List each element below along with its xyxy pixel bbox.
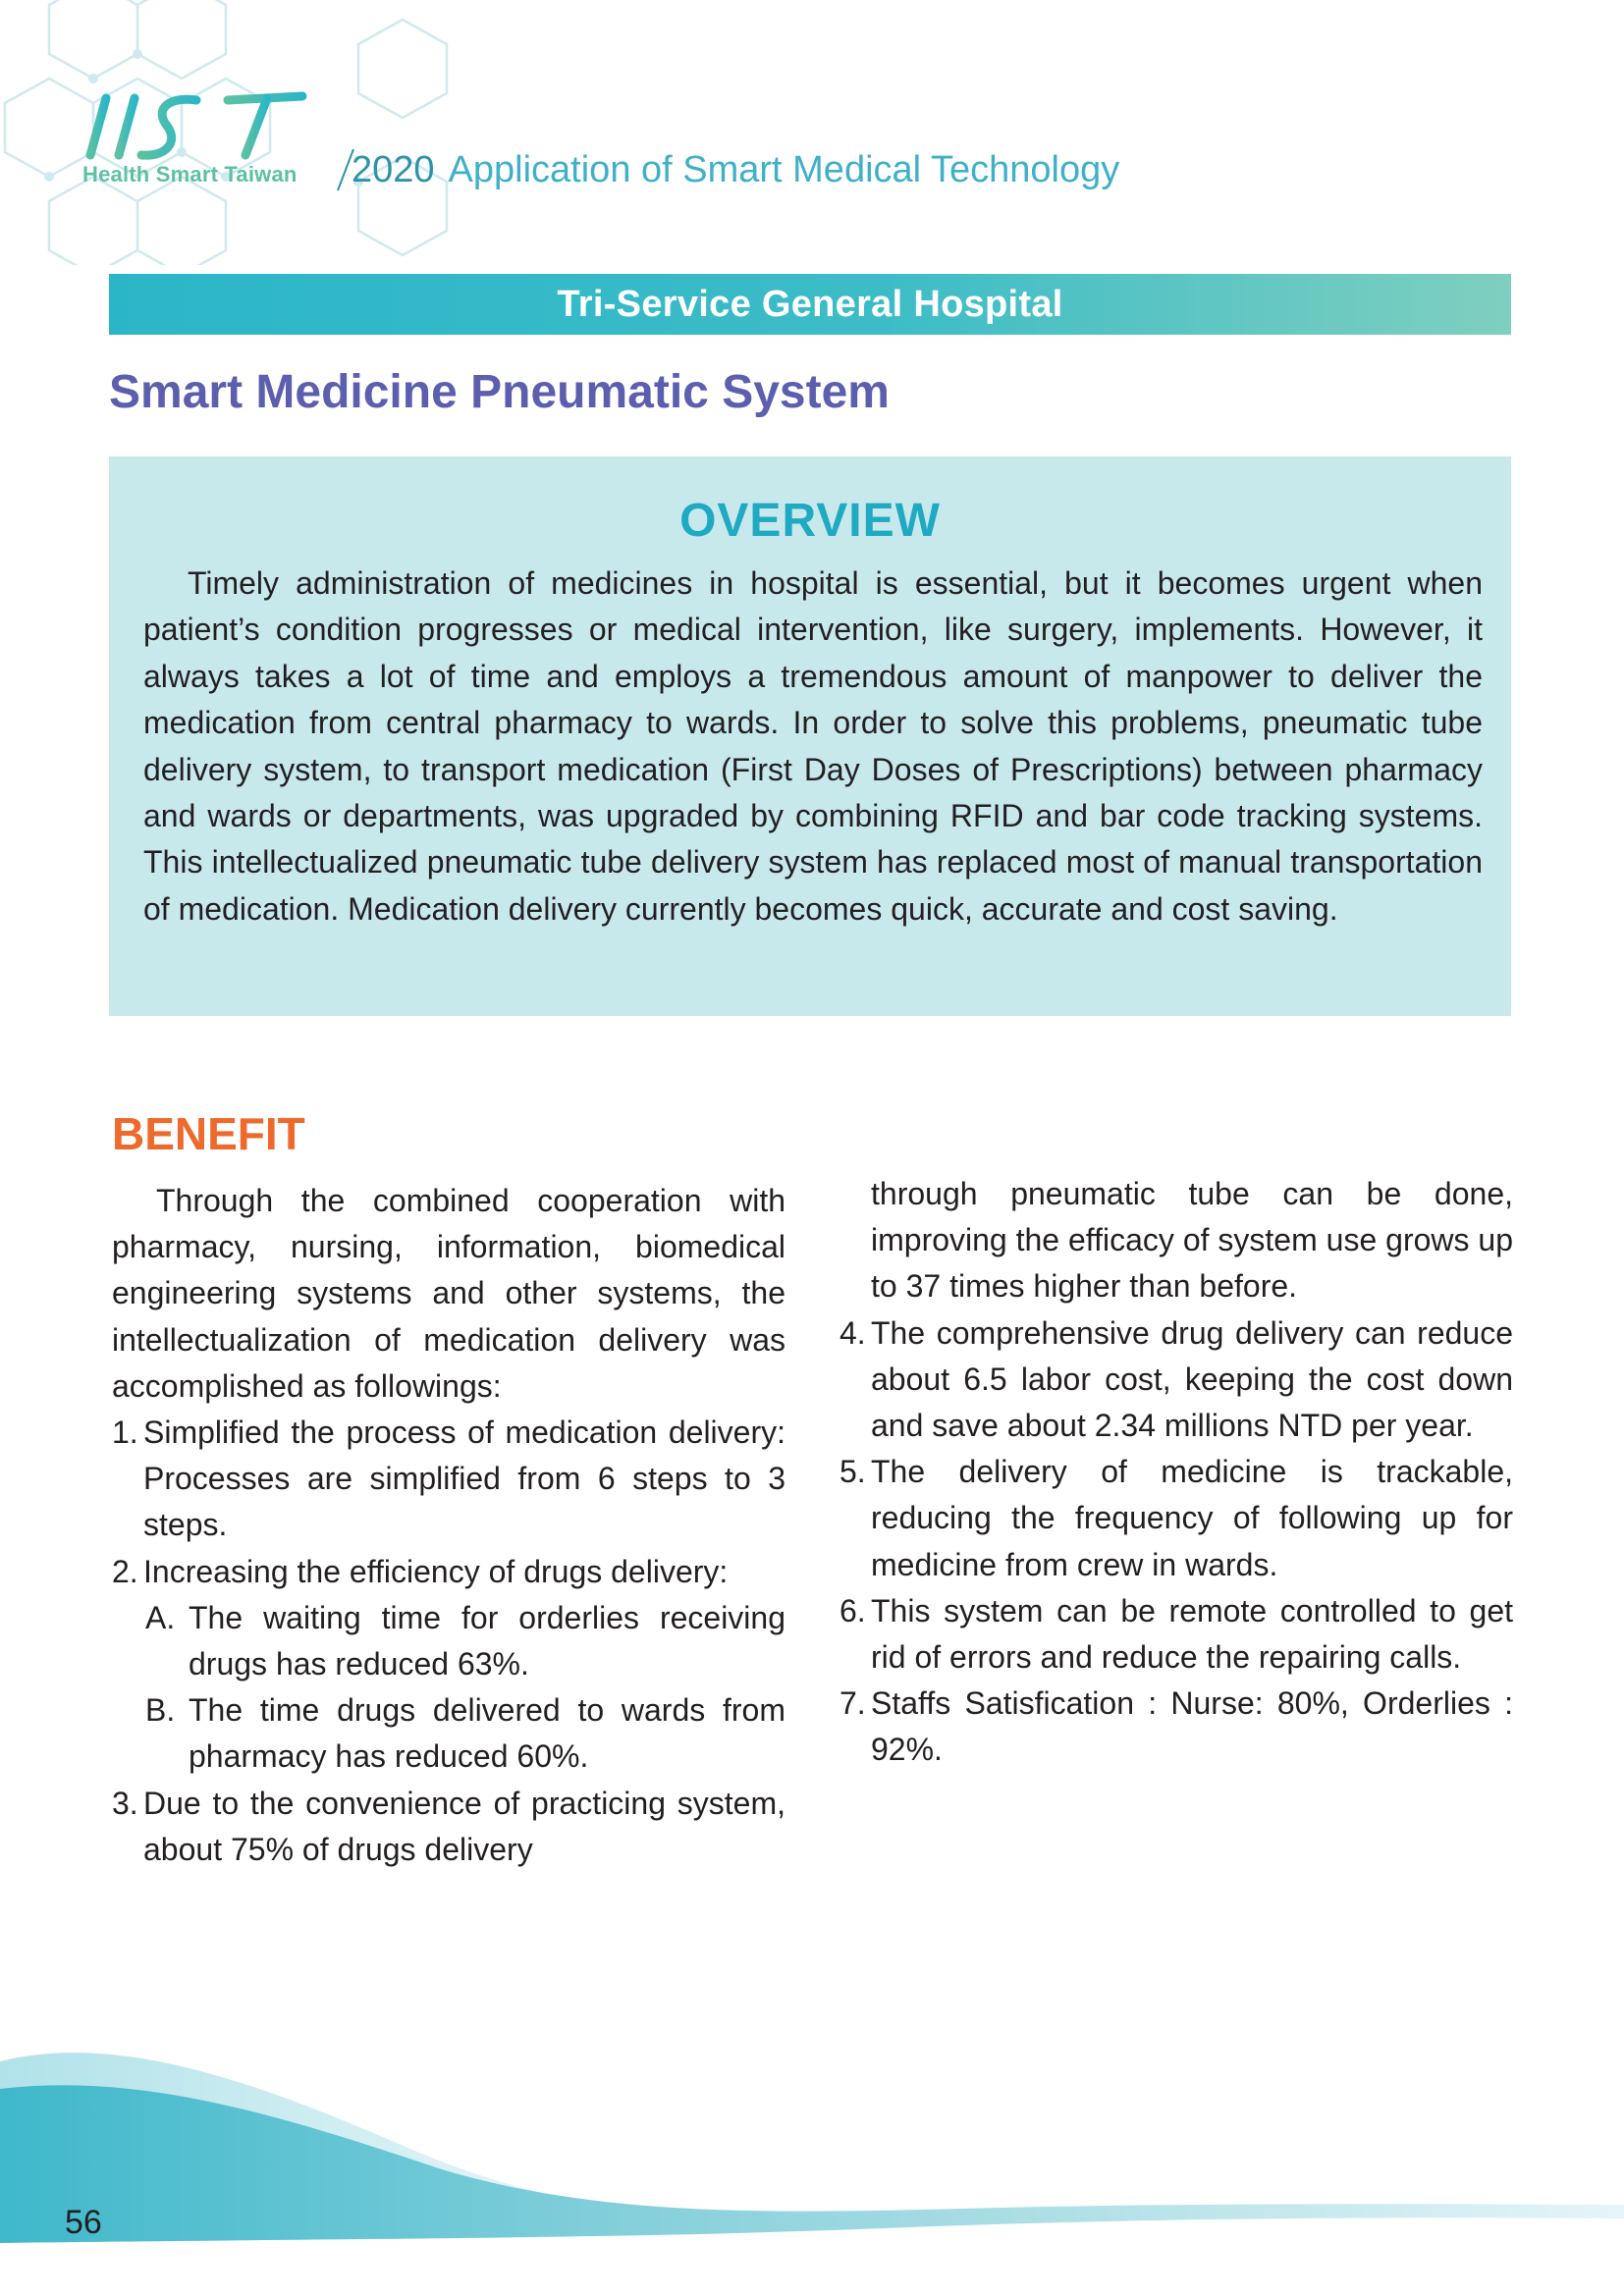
overview-text: Timely administration of medicines in hospital is essential, but it becomes urgent when patient’s condition progresses or medical intervention, like surgery, implements. However, it always takes a lot of time and employs a tremendous amount of manpower to deliver the medication from central pharmacy to wards. In order to solve this problems, pneumatic tube delivery system, to transport medication (First Day Doses of Prescriptions) between pharmacy and wards or departments, was upgraded by combining RFID and bar code tracking systems. This intellectualized pneumatic tube delivery system has replaced most of manual transportation of medication. Medication delivery currently becomes quick, accurate and cost saving. [143, 565, 1483, 927]
benefit-subitem-b [112, 1687, 785, 1780]
item-number: 3. [112, 1785, 138, 1821]
subitem-text: The time drugs delivered to wards from pharmacy has reduced 60%. [189, 1692, 785, 1775]
benefit-column-left [112, 1178, 785, 1873]
item-text: Increasing the efficiency of drugs delivery: [143, 1553, 729, 1589]
item-text: Simplified the process of medication delivery: Processes are simplified from 6 steps to 3 steps. [143, 1415, 785, 1543]
benefit-item-7 [839, 1681, 1513, 1773]
header-title: Application of Smart Medical Technology [448, 149, 1120, 190]
item-text: The delivery of medicine is trackable, reducing the frequency of following up for medicine from crew in wards. [871, 1454, 1513, 1582]
item-text: The comprehensive drug delivery can reduce about 6.5 labor cost, keeping the cost down and save about 2.34 millions NTD per year. [871, 1314, 1513, 1444]
overview-heading: OVERVIEW [679, 495, 941, 547]
benefit-intro: Through the combined cooperation with pharmacy, nursing, information, biomedical engineering systems and other systems, the intellectualization of medication delivery was accomplished as followings: [112, 1183, 785, 1404]
subitem-text: The waiting time for orderlies receiving drugs has reduced 63%. [189, 1599, 785, 1682]
item-number: 2. [112, 1553, 138, 1589]
logo-subtitle: Health Smart Taiwan [82, 162, 298, 187]
benefit-heading: BENEFIT [112, 1108, 305, 1159]
item-text: This system can be remote controlled to get rid of errors and reduce the repairing calls. [871, 1592, 1513, 1676]
benefit-column-right [839, 1171, 1513, 1774]
item-number: 4. [839, 1314, 866, 1351]
item-text: Staffs Satisfication : Nurse: 80%, Orderlies : 92%. [871, 1685, 1513, 1768]
subitem-letter: A. [145, 1599, 176, 1635]
item-number: 7. [839, 1685, 866, 1722]
page-number: 56 [65, 2204, 102, 2241]
benefit-item-3-continued: through pneumatic tube can be done, improving the efficacy of system use grows up to 37 times higher than before. [871, 1176, 1513, 1305]
subitem-letter: B. [145, 1692, 176, 1729]
item-number: 6. [839, 1592, 866, 1629]
benefit-item-6 [839, 1588, 1513, 1681]
item-number: 5. [839, 1454, 866, 1490]
item-number: 1. [112, 1415, 138, 1451]
header-year: 2020 [352, 149, 435, 190]
benefit-subitem-a [112, 1595, 785, 1687]
header-title-line [352, 149, 1119, 191]
benefit-item-5 [839, 1449, 1513, 1588]
page-title: Smart Medicine Pneumatic System [109, 366, 890, 418]
benefit-item-4 [839, 1310, 1513, 1450]
benefit-item-3 [112, 1781, 785, 1873]
overview-section [109, 456, 1511, 1016]
benefit-item-1 [112, 1410, 785, 1549]
footer-wave-decoration [0, 2042, 1624, 2296]
hospital-banner [109, 274, 1511, 335]
item-text: Due to the convenience of practicing system, about 75% of drugs delivery [143, 1785, 785, 1867]
hospital-name: Tri-Service General Hospital [557, 283, 1063, 325]
benefit-item-2 [112, 1549, 785, 1595]
